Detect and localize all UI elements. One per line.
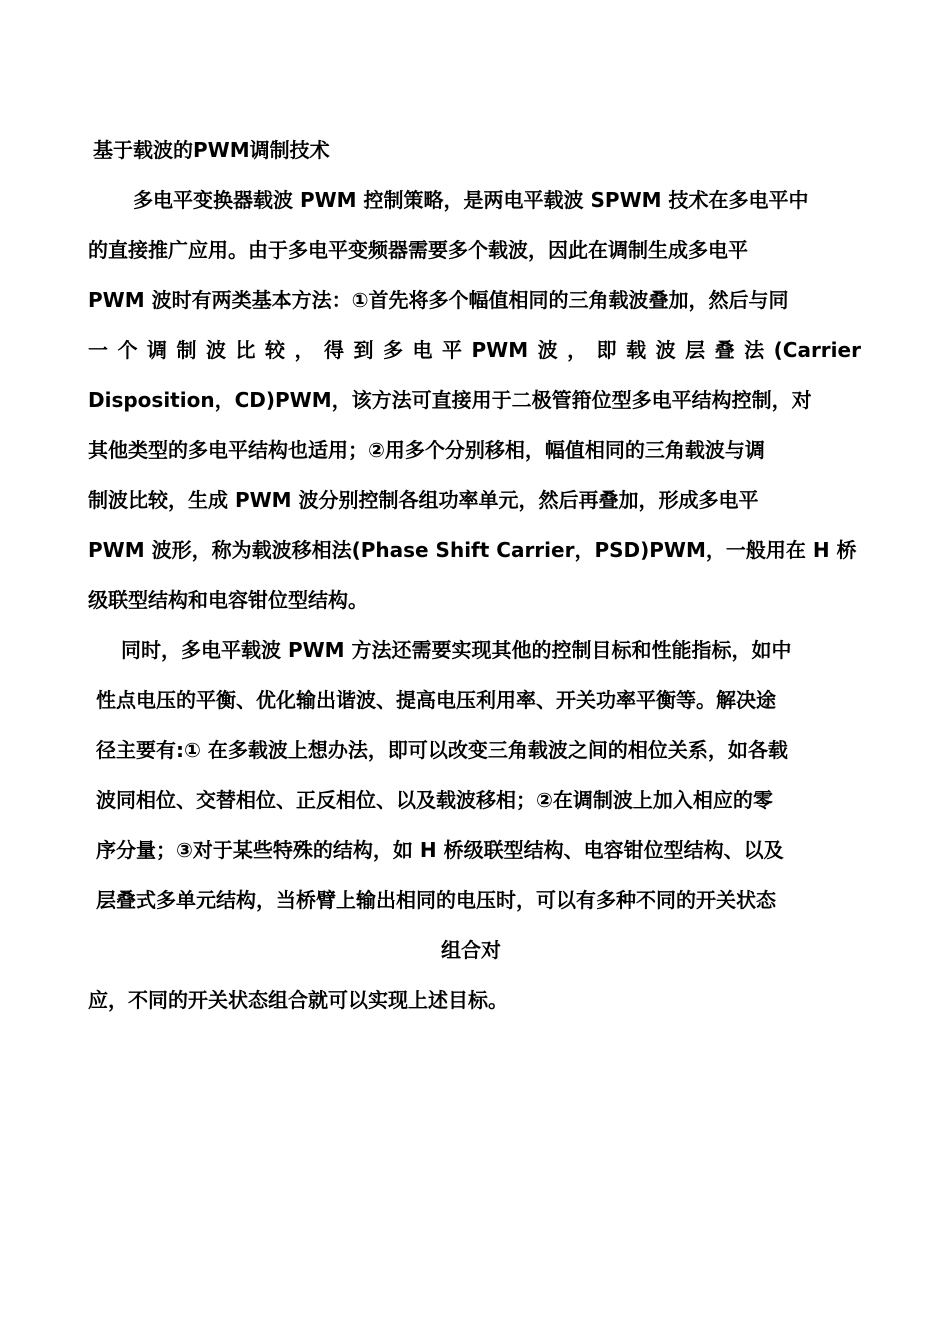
paragraph1-line4-word: 波 (206, 338, 226, 362)
paragraph1-line4-word: ， (294, 338, 315, 362)
paragraph1-line4-word: 调 (147, 338, 167, 362)
paragraph1-line4-word: 载 (626, 338, 647, 362)
paragraph1-line5: Disposition，CD)PWM，该方法可直接用于二极管箝位型多电平结构控制，对 (88, 388, 812, 412)
paragraph1-line4-word: 个 (117, 338, 138, 362)
paragraph1-line4-word: 到 (353, 338, 374, 362)
paragraph1-line4-word: 波 (655, 338, 676, 362)
paragraph1-line4 (88, 336, 861, 364)
paragraph1-line4-word: 即 (596, 338, 617, 362)
paragraph2-line3: 径主要有:① 在多载波上想办法，即可以改变三角载波之间的相位关系，如各载 (96, 738, 788, 762)
paragraph1-line4-word: 较 (265, 338, 285, 362)
paragraph1-line4-word: 多 (383, 338, 403, 362)
paragraph1-line4-word: PWM (471, 338, 529, 362)
paragraph2-line2: 性点电压的平衡、优化输出谐波、提高电压利用率、开关功率平衡等。解决途 (96, 688, 776, 712)
paragraph1-line4-word: (Carrier (773, 338, 861, 362)
paragraph1-line4-word: 叠 (714, 338, 735, 362)
paragraph1-line2-text: 的直接推广应用。由于多电平变频器需要多个载波，因此在调制生成多电平 (88, 238, 748, 262)
paragraph1-line4-word: ， (567, 338, 588, 362)
paragraph2-line6: 层叠式多单元结构，当桥臂上输出相同的电压时，可以有多种不同的开关状态 (96, 888, 776, 912)
paragraph1-line4-word: 电 (412, 338, 433, 362)
paragraph1-line9: 级联型结构和电容钳位型结构。 (88, 588, 368, 612)
paragraph1-line4-word: 层 (685, 338, 706, 362)
paragraph2-line7: 组合对 (441, 938, 501, 962)
paragraph1-line3: PWM 波时有两类基本方法：①首先将多个幅值相同的三角载波叠加，然后与同 (88, 288, 789, 312)
paragraph1-line4-word: 一 (88, 338, 108, 362)
paragraph1-line8: PWM 波形，称为载波移相法(Phase Shift Carrier，PSD)PWM，一般用在 H 桥 (88, 538, 857, 562)
paragraph1-line4-word: 平 (442, 338, 462, 362)
paragraph1-line4-word: 波 (537, 338, 558, 362)
paragraph1-line4-word: 比 (235, 338, 256, 362)
paragraph1-line2 (88, 236, 861, 264)
document-title: 基于载波的PWM调制技术 (93, 138, 330, 162)
paragraph2-line5: 序分量；③对于某些特殊的结构，如 H 桥级联型结构、电容钳位型结构、以及 (96, 838, 784, 862)
paragraph2-line4: 波同相位、交替相位、正反相位、以及载波移相；②在调制波上加入相应的零 (96, 788, 773, 812)
paragraph1-line7: 制波比较，生成 PWM 波分别控制各组功率单元，然后再叠加，形成多电平 (88, 488, 759, 512)
paragraph2-line8: 应，不同的开关状态组合就可以实现上述目标。 (88, 988, 508, 1012)
paragraph2-line1: 同时，多电平载波 PWM 方法还需要实现其他的控制目标和性能指标，如中 (121, 638, 792, 662)
paragraph1-line6: 其他类型的多电平结构也适用；②用多个分别移相，幅值相同的三角载波与调 (88, 438, 765, 462)
paragraph1-line1: 多电平变换器载波 PWM 控制策略，是两电平载波 SPWM 技术在多电平中 (133, 188, 809, 212)
paragraph1-line4-word: 得 (324, 338, 344, 362)
paragraph1-line4-word: 法 (744, 338, 765, 362)
paragraph1-line4-word: 制 (176, 338, 197, 362)
